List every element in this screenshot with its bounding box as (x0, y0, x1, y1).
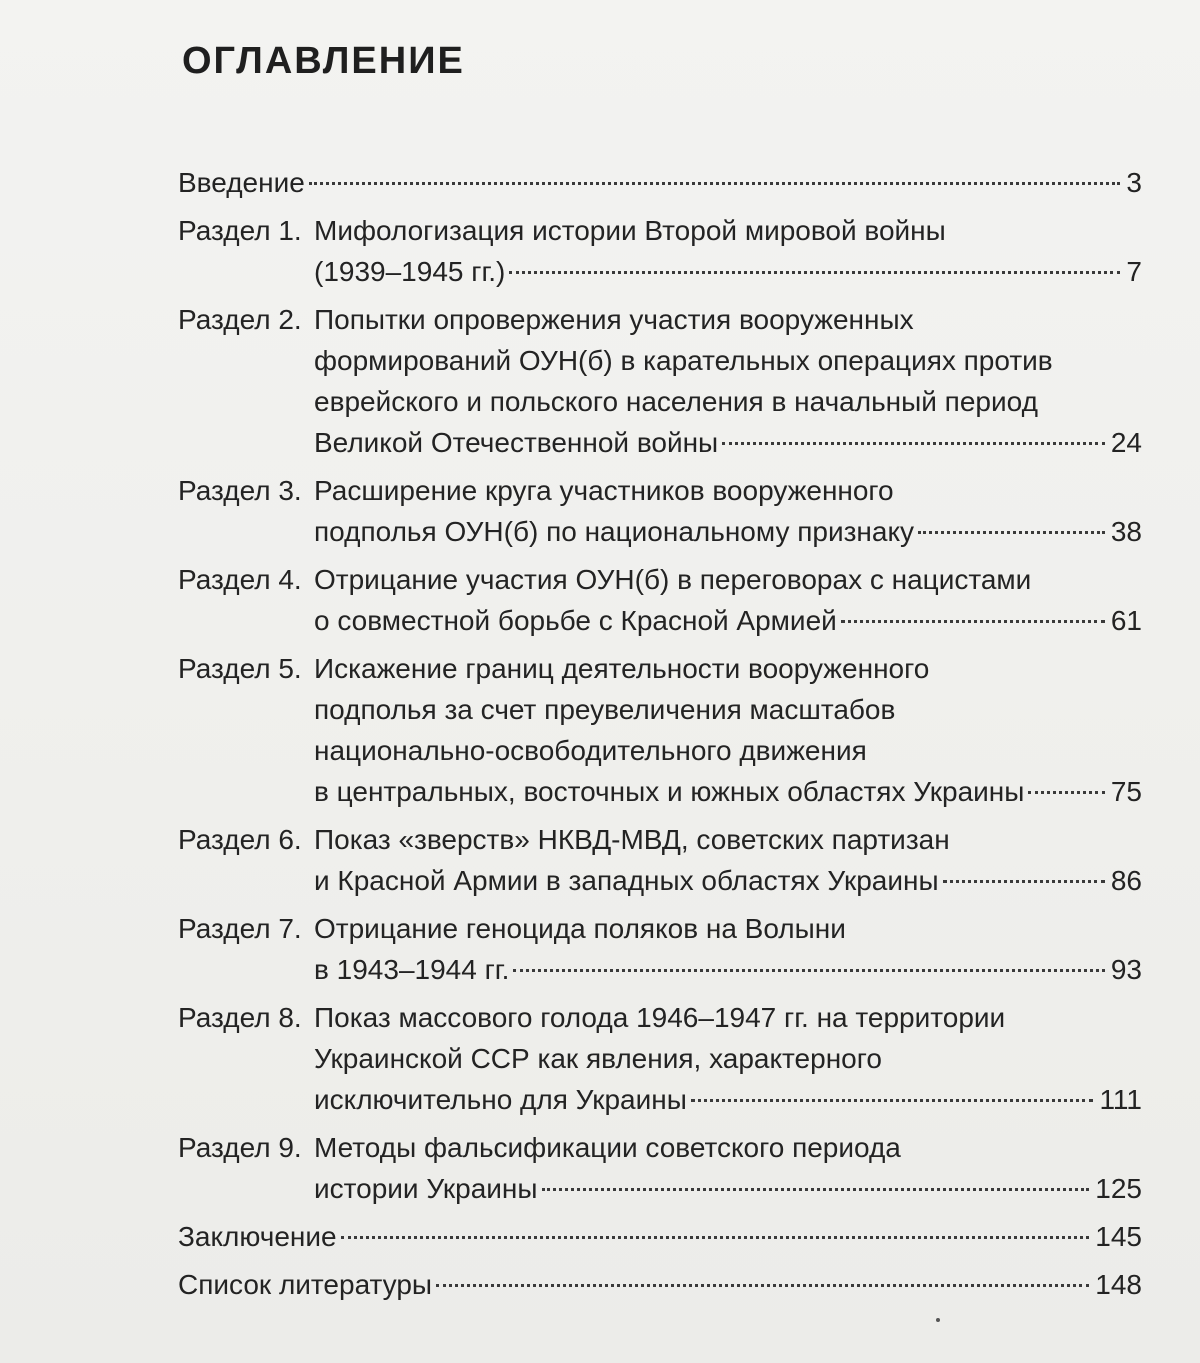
toc-page-number: 24 (1110, 427, 1142, 458)
dot-leader (722, 442, 1105, 445)
toc-entry-last-line (314, 1079, 1142, 1120)
toc-entry-line: исключительно для Украины (314, 1084, 687, 1115)
toc-entry (178, 648, 1142, 812)
toc-entry-last-line (314, 1168, 1142, 1209)
toc-entry-line: Расширение круга участников вооруженного (314, 475, 894, 506)
toc-entry-line: Отрицание участия ОУН(б) в переговорах с нацистами (314, 564, 1032, 595)
toc-entry-line: о совместной борьбе с Красной Армией (314, 605, 837, 636)
toc-entry-label: Раздел 6. (178, 824, 302, 855)
toc-entry-line: Украинской ССР как явления, характерного (314, 1043, 882, 1074)
toc-entry-label: Раздел 4. (178, 564, 302, 595)
toc-entry (178, 1127, 1142, 1209)
toc-entry-body (178, 162, 1142, 203)
toc-entry-last-line (178, 1264, 1142, 1305)
toc-page-number: 148 (1095, 1269, 1142, 1300)
dot-leader (841, 620, 1105, 623)
toc-entry (178, 470, 1142, 552)
dot-leader (509, 271, 1120, 274)
toc-entry-last-line (314, 251, 1142, 292)
dot-leader (691, 1099, 1094, 1102)
toc-entry-line: формирований ОУН(б) в карательных операциях против (314, 345, 1053, 376)
toc-entry-body (314, 648, 1142, 812)
toc-page-number: 61 (1110, 605, 1142, 636)
toc-entry (178, 1216, 1142, 1257)
toc-entry-body (314, 908, 1142, 990)
table-of-contents (178, 162, 1142, 1312)
toc-entry-body (178, 1264, 1142, 1305)
dot-leader (436, 1284, 1089, 1287)
toc-entry-line: Методы фальсификации советского периода (314, 1132, 901, 1163)
toc-entry-last-line (178, 162, 1142, 203)
toc-entry (178, 1264, 1142, 1305)
toc-page-number: 111 (1099, 1084, 1142, 1115)
toc-entry-last-line (314, 771, 1142, 812)
toc-page-number: 93 (1110, 954, 1142, 985)
toc-entry-line: подполья ОУН(б) по национальному признаку (314, 516, 915, 547)
toc-entry-line: Отрицание геноцида поляков на Волыни (314, 913, 846, 944)
dot-leader (542, 1188, 1090, 1191)
toc-entry-label: Раздел 7. (178, 913, 302, 944)
toc-entry (178, 559, 1142, 641)
toc-entry-label: Раздел 3. (178, 475, 302, 506)
toc-page-number: 38 (1110, 516, 1142, 547)
toc-entry (178, 997, 1142, 1120)
toc-page-number: 7 (1126, 256, 1142, 287)
toc-entry-body (314, 299, 1142, 463)
toc-entry-body (314, 210, 1142, 292)
toc-entry-line: Попытки опровержения участия вооруженных (314, 304, 914, 335)
toc-entry-body (314, 559, 1142, 641)
dot-leader (943, 880, 1105, 883)
toc-entry-line: Великой Отечественной войны (314, 427, 719, 458)
toc-page-number: 125 (1095, 1173, 1142, 1204)
toc-entry-line: Список литературы (178, 1269, 433, 1300)
toc-entry-last-line (178, 1216, 1142, 1257)
dot-leader (918, 531, 1105, 534)
toc-entry-body (178, 1216, 1142, 1257)
toc-entry-body (314, 997, 1142, 1120)
toc-entry-line: подполья за счет преувеличения масштабов (314, 694, 896, 725)
toc-page-number: 3 (1126, 167, 1142, 198)
toc-entry-label: Раздел 9. (178, 1132, 302, 1163)
toc-entry-line: национально-освободительного движения (314, 735, 867, 766)
toc-entry-line: Искажение границ деятельности вооруженного (314, 653, 930, 684)
toc-entry-line: еврейского и польского населения в начальный период (314, 386, 1038, 417)
toc-entry-label: Раздел 5. (178, 653, 302, 684)
toc-entry (178, 908, 1142, 990)
toc-entry-line: Введение (178, 167, 305, 198)
toc-entry-last-line (314, 511, 1142, 552)
dot-leader (1028, 791, 1104, 794)
toc-entry (178, 210, 1142, 292)
toc-entry-line: Мифологизация истории Второй мировой войны (314, 215, 946, 246)
toc-entry-body (314, 819, 1142, 901)
toc-entry-line: Заключение (178, 1221, 337, 1252)
toc-page-number: 75 (1110, 776, 1142, 807)
toc-title: ОГЛАВЛЕНИЕ (182, 40, 465, 82)
toc-entry-line: в центральных, восточных и южных областях Украины (314, 776, 1025, 807)
toc-entry-last-line (314, 860, 1142, 901)
toc-entry-line: в 1943–1944 гг. (314, 954, 510, 985)
dot-leader (341, 1236, 1090, 1239)
toc-page-number: 86 (1110, 865, 1142, 896)
toc-page-number: 145 (1095, 1221, 1142, 1252)
toc-entry-line: истории Украины (314, 1173, 538, 1204)
dot-leader (309, 182, 1121, 185)
toc-entry (178, 819, 1142, 901)
toc-entry-label: Раздел 8. (178, 1002, 302, 1033)
dot-leader (513, 969, 1104, 972)
toc-entry (178, 162, 1142, 203)
page-mark (936, 1318, 940, 1322)
toc-entry-label: Раздел 1. (178, 215, 302, 246)
toc-entry-body (314, 470, 1142, 552)
toc-entry-last-line (314, 422, 1142, 463)
toc-entry-line: и Красной Армии в западных областях Украины (314, 865, 939, 896)
toc-entry-line: Показ массового голода 1946–1947 гг. на территории (314, 1002, 1006, 1033)
toc-entry-body (314, 1127, 1142, 1209)
toc-entry-label: Раздел 2. (178, 304, 302, 335)
toc-entry-last-line (314, 600, 1142, 641)
toc-entry-line: (1939–1945 гг.) (314, 256, 506, 287)
toc-entry (178, 299, 1142, 463)
toc-entry-last-line (314, 949, 1142, 990)
toc-entry-line: Показ «зверств» НКВД-МВД, советских партизан (314, 824, 950, 855)
